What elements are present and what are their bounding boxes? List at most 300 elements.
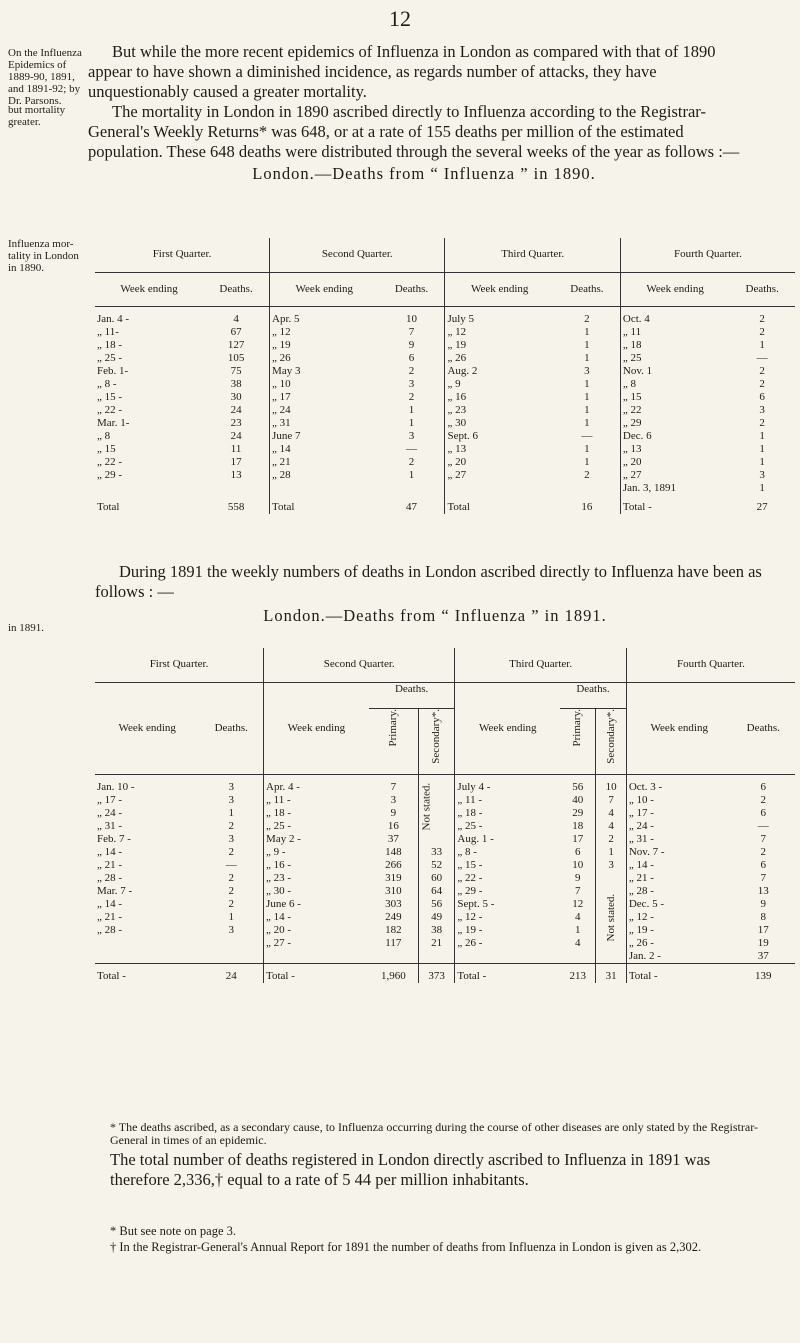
week-cell: „ 20: [447, 455, 467, 468]
primary-cell: 37: [369, 833, 419, 846]
footnote-see-page-3: * But see note on page 3.: [110, 1224, 237, 1238]
deaths-cell: 7: [379, 326, 445, 339]
week-cell: „ 31: [272, 416, 291, 429]
week-cell: „ 14 -: [266, 910, 292, 923]
col-primary: [560, 708, 596, 774]
total-label: Total -: [455, 963, 560, 983]
col-deaths: Deaths.: [199, 682, 263, 774]
week-cell: „ 26 -: [628, 936, 654, 949]
deaths-cell: 1: [759, 481, 765, 494]
week-cell: „ 28 -: [97, 923, 123, 936]
week-cell: „ 19 -: [628, 923, 654, 936]
col-deaths-group: Deaths.: [369, 682, 455, 708]
table-row: [95, 885, 795, 898]
week-cell: Feb. 7 -: [97, 832, 131, 845]
week-cell: „ 12: [272, 325, 291, 338]
table-row: [95, 898, 795, 911]
week-cell: „ 17: [272, 390, 291, 403]
week-cell: „ 23 -: [266, 871, 292, 884]
deaths-cell: 13: [757, 884, 769, 897]
header-q3: Third Quarter.: [445, 238, 620, 272]
col-deaths: Deaths.: [203, 272, 269, 306]
deaths-cell: 1: [554, 391, 620, 404]
table-row: [95, 482, 795, 495]
primary-cell: 56: [560, 774, 596, 794]
week-cell: „ 27 -: [266, 936, 292, 949]
col-secondary-label: Secondary*.: [430, 708, 443, 764]
primary-cell: 16: [369, 820, 419, 833]
paragraph-2: The mortality in London in 1890 ascribed directly to Influenza according to the Registrar-General's Weekly Returns* was 648, or at a rate of 155 deaths per million of the estimated population. These 648 deaths were distributed through the several weeks of the year as follows :—: [88, 102, 740, 161]
intro-block: [88, 42, 760, 184]
week-cell: Dec. 5 -: [628, 897, 664, 910]
deaths-cell: 2: [554, 469, 620, 482]
col-week: Week ending: [95, 682, 199, 774]
table-row: [95, 378, 795, 391]
deaths-cell: 10: [379, 306, 445, 326]
deaths-cell: 2: [199, 885, 263, 898]
table-row: [95, 443, 795, 456]
week-cell: „ 8 -: [457, 845, 477, 858]
week-cell: „ 14 -: [97, 845, 123, 858]
primary-cell: 319: [369, 872, 419, 885]
week-cell: Sept. 5 -: [457, 897, 495, 910]
week-cell: „ 19: [272, 338, 291, 351]
table-1890: [95, 238, 795, 514]
deaths-cell: 2: [760, 845, 767, 858]
week-cell: „ 16: [447, 390, 467, 403]
week-cell: „ 12 -: [457, 910, 483, 923]
deaths-cell: 38: [203, 378, 269, 391]
deaths-cell: 3: [379, 378, 445, 391]
deaths-cell: 6: [760, 780, 767, 793]
secondary-cell: 4: [596, 820, 627, 833]
col-week: Week ending: [445, 272, 554, 306]
col-week: Week ending: [270, 272, 379, 306]
deaths-cell: 2: [759, 364, 765, 377]
deaths-cell: 75: [203, 365, 269, 378]
week-cell: „ 18: [622, 338, 642, 351]
heading-1891: London.—Deaths from “ Influenza ” in 1891.: [263, 606, 607, 625]
table-row: [95, 872, 795, 885]
primary-cell: [560, 950, 596, 964]
primary-cell: 310: [369, 885, 419, 898]
primary-cell: 182: [369, 924, 419, 937]
deaths-cell: 1: [759, 338, 765, 351]
table-row: [95, 404, 795, 417]
secondary-cell: 49: [418, 911, 455, 924]
primary-cell: 9: [369, 807, 419, 820]
week-cell: Oct. 3 -: [628, 780, 663, 793]
week-cell: „ 12: [447, 325, 467, 338]
week-cell: Oct. 4: [622, 312, 650, 325]
week-cell: „ 10: [272, 377, 291, 390]
deaths-cell: 7: [760, 871, 767, 884]
deaths-cell: 1: [199, 911, 263, 924]
total-value: 24: [199, 963, 263, 983]
deaths-cell: 67: [203, 326, 269, 339]
deaths-cell: 2: [199, 898, 263, 911]
col-primary-label: Primary.: [571, 708, 584, 746]
header-q1: First Quarter.: [95, 238, 270, 272]
week-cell: „ 22 -: [97, 455, 123, 468]
deaths-cell: [199, 950, 263, 964]
table-row: [95, 365, 795, 378]
primary-cell: 6: [560, 846, 596, 859]
total-secondary: 373: [418, 963, 455, 983]
week-cell: „ 25: [622, 351, 642, 364]
week-cell: [95, 950, 199, 964]
week-cell: Nov. 1: [622, 364, 653, 377]
col-deaths: Deaths.: [732, 682, 795, 774]
total-label: Total -: [95, 963, 199, 983]
deaths-cell: 23: [203, 417, 269, 430]
week-cell: „ 20: [622, 455, 642, 468]
table-row: [95, 950, 795, 964]
total-value: 558: [203, 495, 269, 514]
week-cell: Apr. 4 -: [266, 780, 300, 793]
week-cell: „ 25 -: [457, 819, 483, 832]
col-primary-label: Primary.: [386, 708, 399, 746]
primary-cell: 117: [369, 937, 419, 950]
table-row: [95, 911, 795, 924]
total-value: 47: [379, 495, 445, 514]
col-week: Week ending: [626, 682, 731, 774]
week-cell: „ 30 -: [266, 884, 292, 897]
deaths-cell: [554, 482, 620, 495]
week-cell: „ 14 -: [628, 858, 654, 871]
header-q4: Fourth Quarter.: [626, 648, 795, 682]
week-cell: „ 25 -: [266, 819, 292, 832]
week-cell: „ 26: [272, 351, 291, 364]
deaths-cell: 3: [379, 430, 445, 443]
secondary-cell: 56: [418, 898, 455, 911]
deaths-cell: 2: [379, 365, 445, 378]
week-cell: „ 9: [447, 377, 461, 390]
week-cell: „ 26 -: [457, 936, 483, 949]
deaths-cell: 1: [759, 429, 765, 442]
deaths-cell: —: [199, 859, 263, 872]
primary-cell: 249: [369, 911, 419, 924]
primary-cell: 12: [560, 898, 596, 911]
deaths-cell: 6: [379, 352, 445, 365]
secondary-cell: 60: [418, 872, 455, 885]
week-cell: „ 15: [622, 390, 642, 403]
deaths-cell: 19: [757, 936, 769, 949]
deaths-cell: [199, 937, 263, 950]
deaths-cell: 2: [199, 872, 263, 885]
deaths-cell: 8: [760, 910, 767, 923]
week-cell: „ 19 -: [457, 923, 483, 936]
week-cell: „ 9 -: [266, 845, 286, 858]
deaths-cell: 1: [379, 417, 445, 430]
margin-note-1891: in 1891.: [8, 622, 45, 634]
primary-cell: 9: [560, 872, 596, 885]
primary-cell: 17: [560, 833, 596, 846]
deaths-cell: 17: [203, 456, 269, 469]
total-label: Total: [447, 500, 470, 513]
deaths-cell: 1: [379, 469, 445, 482]
col-week: Week ending: [264, 682, 369, 774]
week-cell: „ 12 -: [628, 910, 654, 923]
deaths-cell: 3: [759, 403, 765, 416]
deaths-cell: 2: [759, 312, 765, 325]
week-cell: July 4 -: [457, 780, 491, 793]
primary-cell: 266: [369, 859, 419, 872]
col-secondary-label: Secondary*.: [604, 708, 617, 764]
week-cell: „ 28: [272, 468, 291, 481]
week-cell: „ 10 -: [628, 793, 654, 806]
deaths-cell: —: [757, 819, 769, 832]
middle-block: [95, 562, 775, 626]
col-deaths: Deaths.: [379, 272, 445, 306]
secondary-cell: 3: [596, 859, 627, 872]
deaths-cell: 6: [760, 858, 767, 871]
secondary-cell: 10: [596, 774, 627, 794]
deaths-cell: 2: [379, 391, 445, 404]
total-secondary: 31: [596, 963, 627, 983]
deaths-cell: 3: [199, 794, 263, 807]
deaths-cell: 2: [199, 820, 263, 833]
deaths-cell: 2: [379, 456, 445, 469]
deaths-cell: 6: [759, 390, 765, 403]
table-row: [95, 306, 795, 326]
deaths-cell: 2: [759, 416, 765, 429]
week-cell: „ 18 -: [457, 806, 483, 819]
week-cell: June 6 -: [266, 897, 301, 910]
primary-cell: 40: [560, 794, 596, 807]
deaths-cell: 1: [554, 352, 620, 365]
week-cell: July 5: [447, 312, 475, 325]
deaths-cell: —: [379, 443, 445, 456]
week-cell: „ 21 -: [97, 910, 123, 923]
week-cell: „ 11 -: [266, 793, 291, 806]
deaths-cell: 6: [760, 806, 767, 819]
secondary-not-stated: Not stated.: [596, 872, 627, 964]
week-cell: „ 13: [622, 442, 642, 455]
secondary-cell: 4: [596, 807, 627, 820]
deaths-cell: 105: [203, 352, 269, 365]
total-primary: 213: [560, 963, 596, 983]
total-value: 16: [554, 495, 620, 514]
deaths-cell: 2: [759, 377, 765, 390]
secondary-cell: 21: [418, 937, 455, 950]
margin-note-mortality: but mortality greater.: [8, 104, 66, 128]
week-cell: [270, 482, 379, 495]
secondary-not-stated: Not stated.: [418, 774, 455, 846]
deaths-cell: —: [756, 351, 768, 364]
deaths-cell: 127: [203, 339, 269, 352]
deaths-cell: 13: [203, 469, 269, 482]
table-row: [95, 924, 795, 937]
week-cell: „ 29 -: [97, 468, 123, 481]
week-cell: „ 8: [622, 377, 637, 390]
table-1891: [95, 648, 795, 983]
deaths-cell: 2: [199, 846, 263, 859]
week-cell: „ 16 -: [266, 858, 292, 871]
total-value: 139: [732, 963, 795, 983]
week-cell: „ 26: [447, 351, 467, 364]
week-cell: Mar. 7 -: [97, 884, 133, 897]
week-cell: Jan. 2 -: [628, 949, 661, 962]
week-cell: Nov. 7 -: [628, 845, 665, 858]
total-label: Total -: [264, 963, 369, 983]
week-cell: „ 8: [97, 429, 111, 442]
week-cell: „ 24: [272, 403, 291, 416]
week-cell: „ 31 -: [628, 832, 654, 845]
secondary-cell: 7: [596, 794, 627, 807]
deaths-cell: [379, 482, 445, 495]
week-cell: Sept. 6: [447, 429, 479, 442]
deaths-cell: 3: [199, 924, 263, 937]
week-cell: „ 15 -: [457, 858, 483, 871]
footnote-registrar-report: † In the Registrar-General's Annual Report for 1891 the number of deaths from Influenza in London is given as 2,302.: [110, 1240, 702, 1254]
deaths-cell: 37: [757, 949, 769, 962]
week-cell: „ 27: [622, 468, 642, 481]
primary-cell: 1: [560, 924, 596, 937]
paragraph-3: During 1891 the weekly numbers of deaths in London ascribed directly to Influenza have been as follows : —: [95, 562, 762, 601]
week-cell: „ 31 -: [97, 819, 123, 832]
table-row: [95, 456, 795, 469]
deaths-cell: 1: [199, 807, 263, 820]
secondary-cell: 2: [596, 833, 627, 846]
table-row: [95, 352, 795, 365]
deaths-cell: 17: [757, 923, 769, 936]
week-cell: „ 28 -: [97, 871, 123, 884]
week-cell: „ 23: [447, 403, 467, 416]
week-cell: Mar. 1-: [97, 416, 130, 429]
week-cell: „ 27: [447, 468, 467, 481]
total-label: Total: [97, 500, 120, 513]
week-cell: June 7: [272, 429, 301, 442]
week-cell: „ 24 -: [628, 819, 654, 832]
week-cell: „ 21: [272, 455, 291, 468]
header-q4: Fourth Quarter.: [620, 238, 795, 272]
week-cell: „ 11-: [97, 325, 119, 338]
week-cell: May 2 -: [266, 832, 301, 845]
deaths-cell: —: [554, 430, 620, 443]
paragraph-4: The total number of deaths registered in London directly ascribed to Influenza in 1891 was therefore 2,336,† equal to a rate of 5 44 per million inhabitants.: [110, 1150, 711, 1189]
col-deaths: Deaths.: [729, 272, 795, 306]
deaths-cell: 1: [554, 417, 620, 430]
week-cell: „ 24 -: [97, 806, 123, 819]
week-cell: Jan. 10 -: [97, 780, 135, 793]
header-q1: First Quarter.: [95, 648, 264, 682]
primary-cell: 10: [560, 859, 596, 872]
deaths-cell: 1: [554, 326, 620, 339]
week-cell: Jan. 4 -: [97, 312, 130, 325]
total-value: 27: [756, 500, 768, 513]
page-number: 12: [389, 6, 411, 31]
primary-cell: 148: [369, 846, 419, 859]
table-row: [95, 469, 795, 482]
week-cell: „ 17 -: [628, 806, 654, 819]
primary-cell: 4: [560, 937, 596, 950]
week-cell: „ 13: [447, 442, 467, 455]
week-cell: „ 22 -: [457, 871, 483, 884]
col-deaths-group: Deaths.: [560, 682, 626, 708]
week-cell: „ 25 -: [97, 351, 123, 364]
table-row: [95, 326, 795, 339]
deaths-cell: 1: [554, 339, 620, 352]
week-cell: „ 8 -: [97, 377, 117, 390]
table-row: [95, 339, 795, 352]
margin-note-title: On the Influenza Epidemics of 1889-90, 1891, and 1891-92; by Dr. Parsons.: [8, 47, 82, 107]
footnote-secondary: * The deaths ascribed, as a secondary cause, to Influenza occurring during the course of other diseases are only stated by the Registrar-General in times of an epidemic.: [110, 1120, 758, 1147]
deaths-cell: 1: [759, 455, 765, 468]
week-cell: „ 15: [97, 442, 116, 455]
secondary-cell: 1: [596, 846, 627, 859]
col-week: Week ending: [620, 272, 729, 306]
week-cell: [95, 482, 203, 495]
table-row: [95, 937, 795, 950]
primary-cell: 4: [560, 911, 596, 924]
table-row: [95, 859, 795, 872]
deaths-cell: 1: [379, 404, 445, 417]
primary-cell: 3: [369, 794, 419, 807]
week-cell: „ 28 -: [628, 884, 654, 897]
week-cell: Aug. 1 -: [457, 832, 494, 845]
week-cell: „ 29: [622, 416, 642, 429]
header-q2: Second Quarter.: [270, 238, 445, 272]
deaths-cell: 1: [554, 378, 620, 391]
week-cell: Dec. 6: [622, 429, 652, 442]
week-cell: „ 11: [622, 325, 642, 338]
col-secondary: [418, 708, 455, 774]
header-q3: Third Quarter.: [455, 648, 626, 682]
week-cell: „ 21 -: [97, 858, 123, 871]
total-label: Total -: [626, 963, 731, 983]
deaths-cell: 1: [554, 456, 620, 469]
secondary-cell: 33: [418, 846, 455, 859]
col-secondary: [596, 708, 627, 774]
deaths-cell: 3: [554, 365, 620, 378]
week-cell: „ 21 -: [628, 871, 654, 884]
deaths-cell: 2: [554, 306, 620, 326]
header-q2: Second Quarter.: [264, 648, 455, 682]
table-row: [95, 417, 795, 430]
deaths-cell: 1: [759, 442, 765, 455]
deaths-cell: 9: [379, 339, 445, 352]
primary-cell: 7: [369, 774, 419, 794]
week-cell: „ 30: [447, 416, 467, 429]
week-cell: [455, 950, 560, 964]
week-cell: „ 22: [622, 403, 642, 416]
week-cell: „ 18 -: [97, 338, 123, 351]
deaths-cell: 1: [554, 404, 620, 417]
week-cell: „ 15 -: [97, 390, 123, 403]
table-row: [95, 774, 795, 794]
primary-cell: [369, 950, 419, 964]
week-cell: „ 14: [272, 442, 291, 455]
secondary-cell: 64: [418, 885, 455, 898]
week-cell: [95, 937, 199, 950]
deaths-cell: 7: [760, 832, 767, 845]
heading-1890: London.—Deaths from “ Influenza ” in 1890.: [252, 164, 596, 183]
deaths-cell: 11: [203, 443, 269, 456]
col-primary: [369, 708, 419, 774]
week-cell: „ 14 -: [97, 897, 123, 910]
col-week: Week ending: [95, 272, 203, 306]
table-row: [95, 391, 795, 404]
deaths-cell: 1: [554, 443, 620, 456]
primary-cell: 303: [369, 898, 419, 911]
week-cell: [264, 950, 369, 964]
deaths-cell: 3: [199, 833, 263, 846]
deaths-cell: 2: [760, 793, 767, 806]
secondary-cell: 52: [418, 859, 455, 872]
total-label: Total: [272, 500, 295, 513]
week-cell: „ 22 -: [97, 403, 123, 416]
